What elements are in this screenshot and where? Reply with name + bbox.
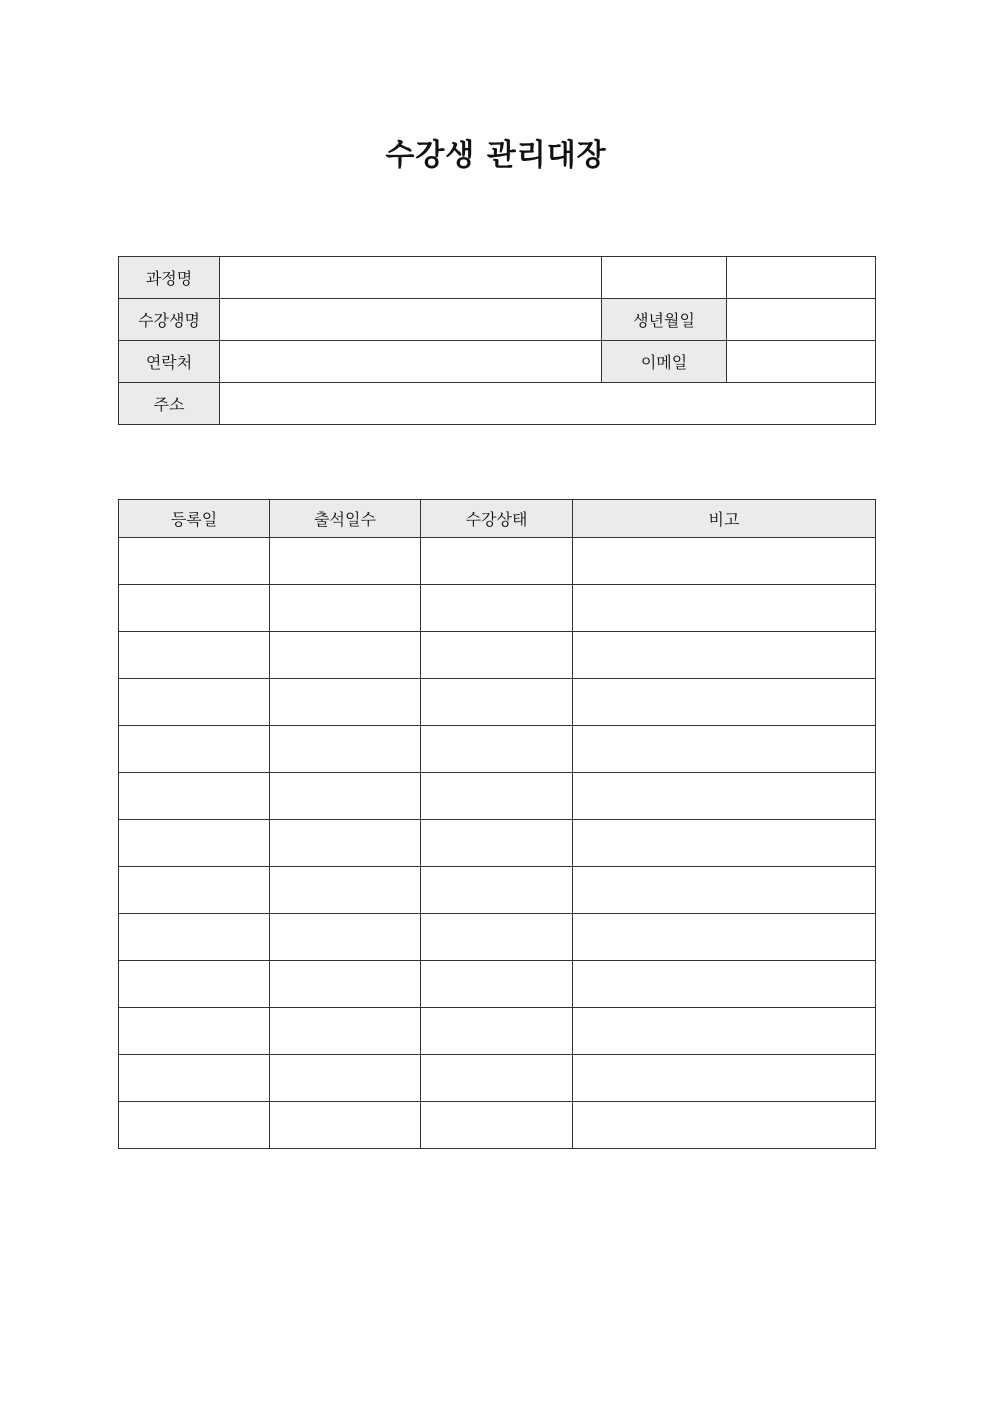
attendance-days-cell[interactable] (270, 961, 421, 1008)
blank-cell[interactable] (727, 257, 876, 299)
attendance-days-cell[interactable] (270, 679, 421, 726)
attendance-days-cell[interactable] (270, 726, 421, 773)
enrollment-status-cell[interactable] (421, 632, 573, 679)
enrollment-status-cell[interactable] (421, 679, 573, 726)
record-body (119, 538, 876, 1149)
birth-date-label: 생년월일 (602, 299, 727, 341)
blank-cell[interactable] (602, 257, 727, 299)
remarks-cell[interactable] (573, 679, 876, 726)
enrollment-status-cell[interactable] (421, 961, 573, 1008)
enrollment-status-cell[interactable] (421, 1102, 573, 1149)
table-row (119, 820, 876, 867)
info-row-address (119, 383, 876, 425)
header-attendance-days: 출석일수 (270, 500, 421, 538)
remarks-cell[interactable] (573, 961, 876, 1008)
remarks-cell[interactable] (573, 867, 876, 914)
remarks-cell[interactable] (573, 1008, 876, 1055)
header-enrollment-status: 수강상태 (421, 500, 573, 538)
remarks-cell[interactable] (573, 914, 876, 961)
student-name-label: 수강생명 (119, 299, 220, 341)
registration-date-cell[interactable] (119, 585, 270, 632)
course-value-cell[interactable] (220, 257, 602, 299)
table-row (119, 773, 876, 820)
attendance-days-cell[interactable] (270, 632, 421, 679)
attendance-days-cell[interactable] (270, 538, 421, 585)
registration-date-cell[interactable] (119, 867, 270, 914)
enrollment-status-cell[interactable] (421, 726, 573, 773)
header-remarks: 비고 (573, 500, 876, 538)
address-value-cell[interactable] (220, 383, 876, 425)
table-row (119, 632, 876, 679)
remarks-cell[interactable] (573, 538, 876, 585)
remarks-cell[interactable] (573, 632, 876, 679)
info-row-course (119, 257, 876, 299)
remarks-cell[interactable] (573, 585, 876, 632)
attendance-days-cell[interactable] (270, 914, 421, 961)
remarks-cell[interactable] (573, 726, 876, 773)
registration-date-cell[interactable] (119, 1008, 270, 1055)
table-row (119, 726, 876, 773)
page-title: 수강생 관리대장 (385, 138, 607, 173)
attendance-days-cell[interactable] (270, 820, 421, 867)
record-header-row (119, 500, 876, 538)
table-row (119, 538, 876, 585)
enrollment-status-cell[interactable] (421, 585, 573, 632)
remarks-cell[interactable] (573, 773, 876, 820)
attendance-days-cell[interactable] (270, 867, 421, 914)
enrollment-status-cell[interactable] (421, 773, 573, 820)
table-row (119, 961, 876, 1008)
registration-date-cell[interactable] (119, 820, 270, 867)
attendance-record-table (118, 499, 876, 1149)
student-info-table (118, 256, 876, 425)
header-registration-date: 등록일 (119, 500, 270, 538)
table-row (119, 1102, 876, 1149)
enrollment-status-cell[interactable] (421, 914, 573, 961)
enrollment-status-cell[interactable] (421, 1008, 573, 1055)
email-value-cell[interactable] (727, 341, 876, 383)
registration-date-cell[interactable] (119, 1102, 270, 1149)
contact-value-cell[interactable] (220, 341, 602, 383)
info-row-contact (119, 341, 876, 383)
enrollment-status-cell[interactable] (421, 1055, 573, 1102)
table-row (119, 585, 876, 632)
attendance-days-cell[interactable] (270, 1102, 421, 1149)
table-row (119, 679, 876, 726)
remarks-cell[interactable] (573, 1102, 876, 1149)
birth-date-value-cell[interactable] (727, 299, 876, 341)
registration-date-cell[interactable] (119, 961, 270, 1008)
attendance-days-cell[interactable] (270, 1008, 421, 1055)
table-row (119, 914, 876, 961)
registration-date-cell[interactable] (119, 538, 270, 585)
remarks-cell[interactable] (573, 820, 876, 867)
contact-label: 연락처 (119, 341, 220, 383)
registration-date-cell[interactable] (119, 726, 270, 773)
enrollment-status-cell[interactable] (421, 820, 573, 867)
registration-date-cell[interactable] (119, 679, 270, 726)
email-label: 이메일 (602, 341, 727, 383)
attendance-days-cell[interactable] (270, 585, 421, 632)
info-row-student (119, 299, 876, 341)
registration-date-cell[interactable] (119, 914, 270, 961)
student-name-value-cell[interactable] (220, 299, 602, 341)
registration-date-cell[interactable] (119, 773, 270, 820)
table-row (119, 1008, 876, 1055)
address-label: 주소 (119, 383, 220, 425)
table-row (119, 1055, 876, 1102)
enrollment-status-cell[interactable] (421, 867, 573, 914)
attendance-days-cell[interactable] (270, 773, 421, 820)
registration-date-cell[interactable] (119, 632, 270, 679)
table-row (119, 867, 876, 914)
remarks-cell[interactable] (573, 1055, 876, 1102)
enrollment-status-cell[interactable] (421, 538, 573, 585)
attendance-days-cell[interactable] (270, 1055, 421, 1102)
registration-date-cell[interactable] (119, 1055, 270, 1102)
course-label: 과정명 (119, 257, 220, 299)
